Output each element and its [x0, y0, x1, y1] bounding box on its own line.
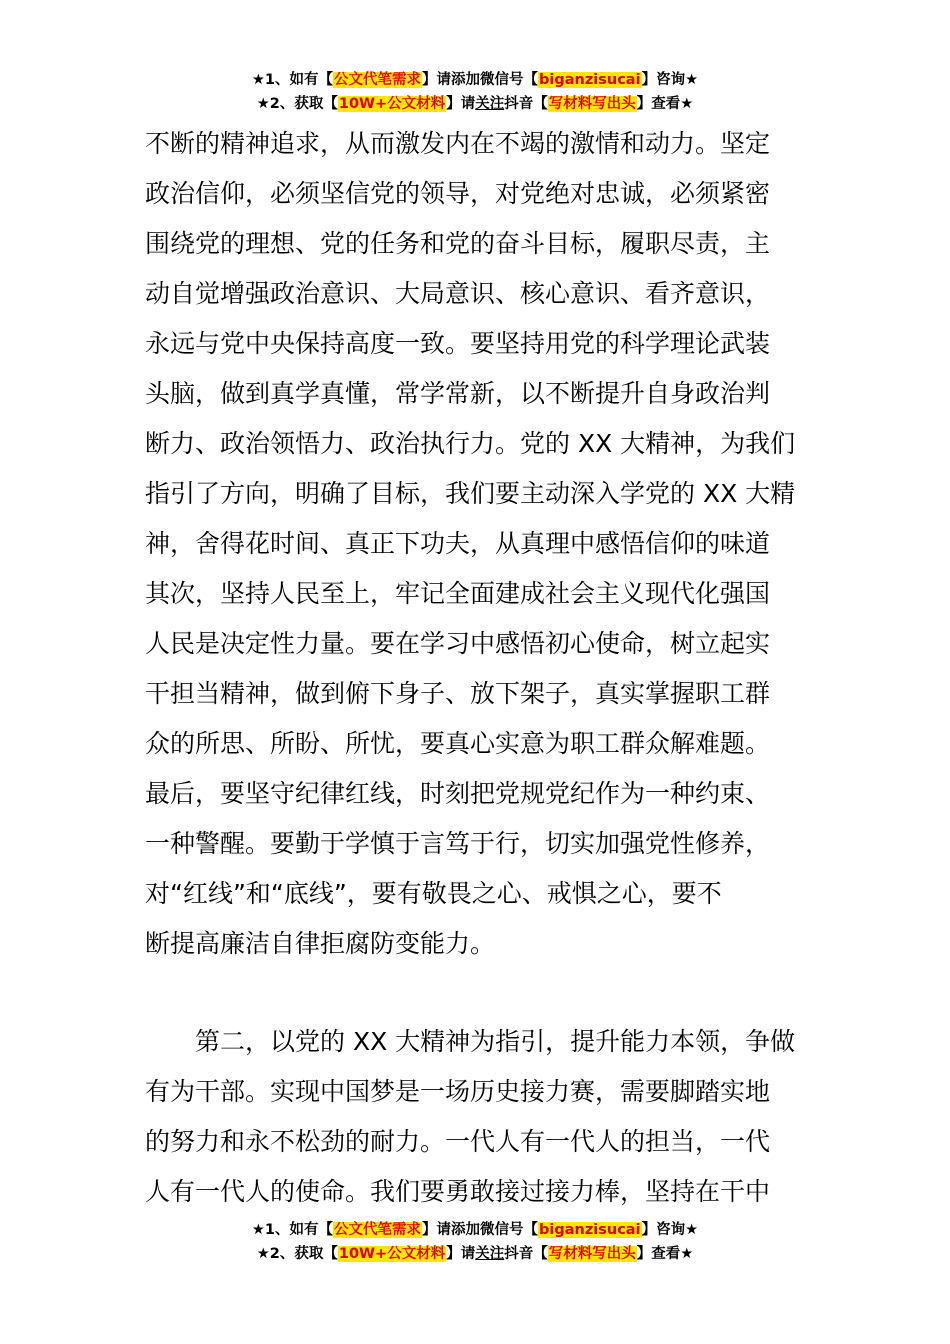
text-line: 第二，以党的 XX 大精神为指引，提升能力本领，争做 [195, 1027, 796, 1056]
banner-text: 】咨询★ [641, 72, 699, 88]
banner-highlight: biganzisucai [539, 72, 641, 88]
banner-line-1 [0, 68, 950, 92]
text-line: 人民是决定性力量。要在学习中感悟初心使命，树立起实 [145, 629, 771, 658]
banner-highlight: 公文代笔需求 [334, 1222, 422, 1238]
banner-text: 】请 [422, 72, 452, 88]
banner-text: ★1、如有【 [251, 1222, 334, 1238]
banner-text: 抖音【 [504, 1246, 548, 1262]
banner-emphasis: 关注 [475, 96, 505, 112]
text-line: 神，舍得花时间、真正下功夫，从真理中感悟信仰的味道 [145, 529, 771, 558]
text-line: 有为干部。实现中国梦是一场历史接力赛，需要脚踏实地 [145, 1077, 771, 1106]
text-line: 永远与党中央保持高度一致。要坚持用党的科学理论武装 [145, 329, 771, 358]
banner-highlight: 10W+公文材料 [338, 96, 446, 112]
text-line: 一种警醒。要勤于学慎于言笃于行，切实加强党性修养， [145, 829, 771, 858]
banner-emphasis: 关注 [475, 1246, 505, 1262]
banner-text: 】请 [446, 1246, 476, 1262]
banner-text: ★1、如有【 [251, 72, 334, 88]
banner-text: ★2、获取【 [256, 96, 338, 112]
text-line: 围绕党的理想、党的任务和党的奋斗目标，履职尽责，主 [145, 229, 771, 258]
text-line: 最后，要坚守纪律红线，时刻把党规党纪作为一种约束、 [145, 779, 771, 808]
banner-text: 】请 [446, 96, 476, 112]
text-line: 头脑，做到真学真懂，常学常新，以不断提升自身政治判 [145, 379, 771, 408]
banner-highlight: 写材料写出头 [548, 1246, 636, 1262]
document-body [145, 119, 810, 1217]
text-line: 干担当精神，做到俯下身子、放下架子，真实掌握职工群 [145, 679, 771, 708]
header-banner [0, 68, 950, 116]
banner-highlight: 写材料写出头 [548, 96, 636, 112]
banner-text: 】查看★ [636, 1246, 694, 1262]
banner-line-2 [0, 92, 950, 116]
banner-highlight: biganzisucai [539, 1222, 641, 1238]
footer-banner [0, 1218, 950, 1266]
text-line: 动自觉增强政治意识、大局意识、核心意识、看齐意识， [145, 279, 771, 308]
banner-text: 】请 [422, 1222, 452, 1238]
text-line: 对“红线”和“底线”，要有敬畏之心、戒惧之心，要不 [145, 879, 722, 908]
text-line: 指引了方向，明确了目标，我们要主动深入学党的 XX 大精 [145, 479, 796, 508]
banner-text: 】咨询★ [641, 1222, 699, 1238]
banner-text: 】查看★ [636, 96, 694, 112]
text-line: 众的所思、所盼、所忧，要真心实意为职工群众解难题。 [145, 729, 771, 758]
paragraph-gap [145, 969, 810, 1017]
text-line: 人有一代人的使命。我们要勇敢接过接力棒，坚持在干中 [145, 1177, 771, 1206]
banner-emphasis: 添加 [451, 72, 481, 88]
text-line: 其次，坚持人民至上，牢记全面建成社会主义现代化强国 [145, 579, 771, 608]
text-line: 政治信仰，必须坚信党的领导，对党绝对忠诚，必须紧密 [145, 179, 771, 208]
banner-text: ★2、获取【 [256, 1246, 338, 1262]
banner-text: 微信号【 [480, 1222, 539, 1238]
text-line: 断提高廉洁自律拒腐防变能力。 [145, 929, 496, 958]
banner-text: 抖音【 [504, 96, 548, 112]
text-line: 不断的精神追求，从而激发内在不竭的激情和动力。坚定 [145, 129, 771, 158]
banner-highlight: 公文代笔需求 [334, 72, 422, 88]
banner-text: 微信号【 [480, 72, 539, 88]
paragraph-2 [145, 1017, 810, 1217]
banner-line-1 [0, 1218, 950, 1242]
banner-line-2 [0, 1242, 950, 1266]
text-line: 的努力和永不松劲的耐力。一代人有一代人的担当，一代 [145, 1127, 771, 1156]
paragraph-1 [145, 119, 810, 969]
banner-emphasis: 添加 [451, 1222, 481, 1238]
banner-highlight: 10W+公文材料 [338, 1246, 446, 1262]
text-line: 断力、政治领悟力、政治执行力。党的 XX 大精神，为我们 [145, 429, 796, 458]
